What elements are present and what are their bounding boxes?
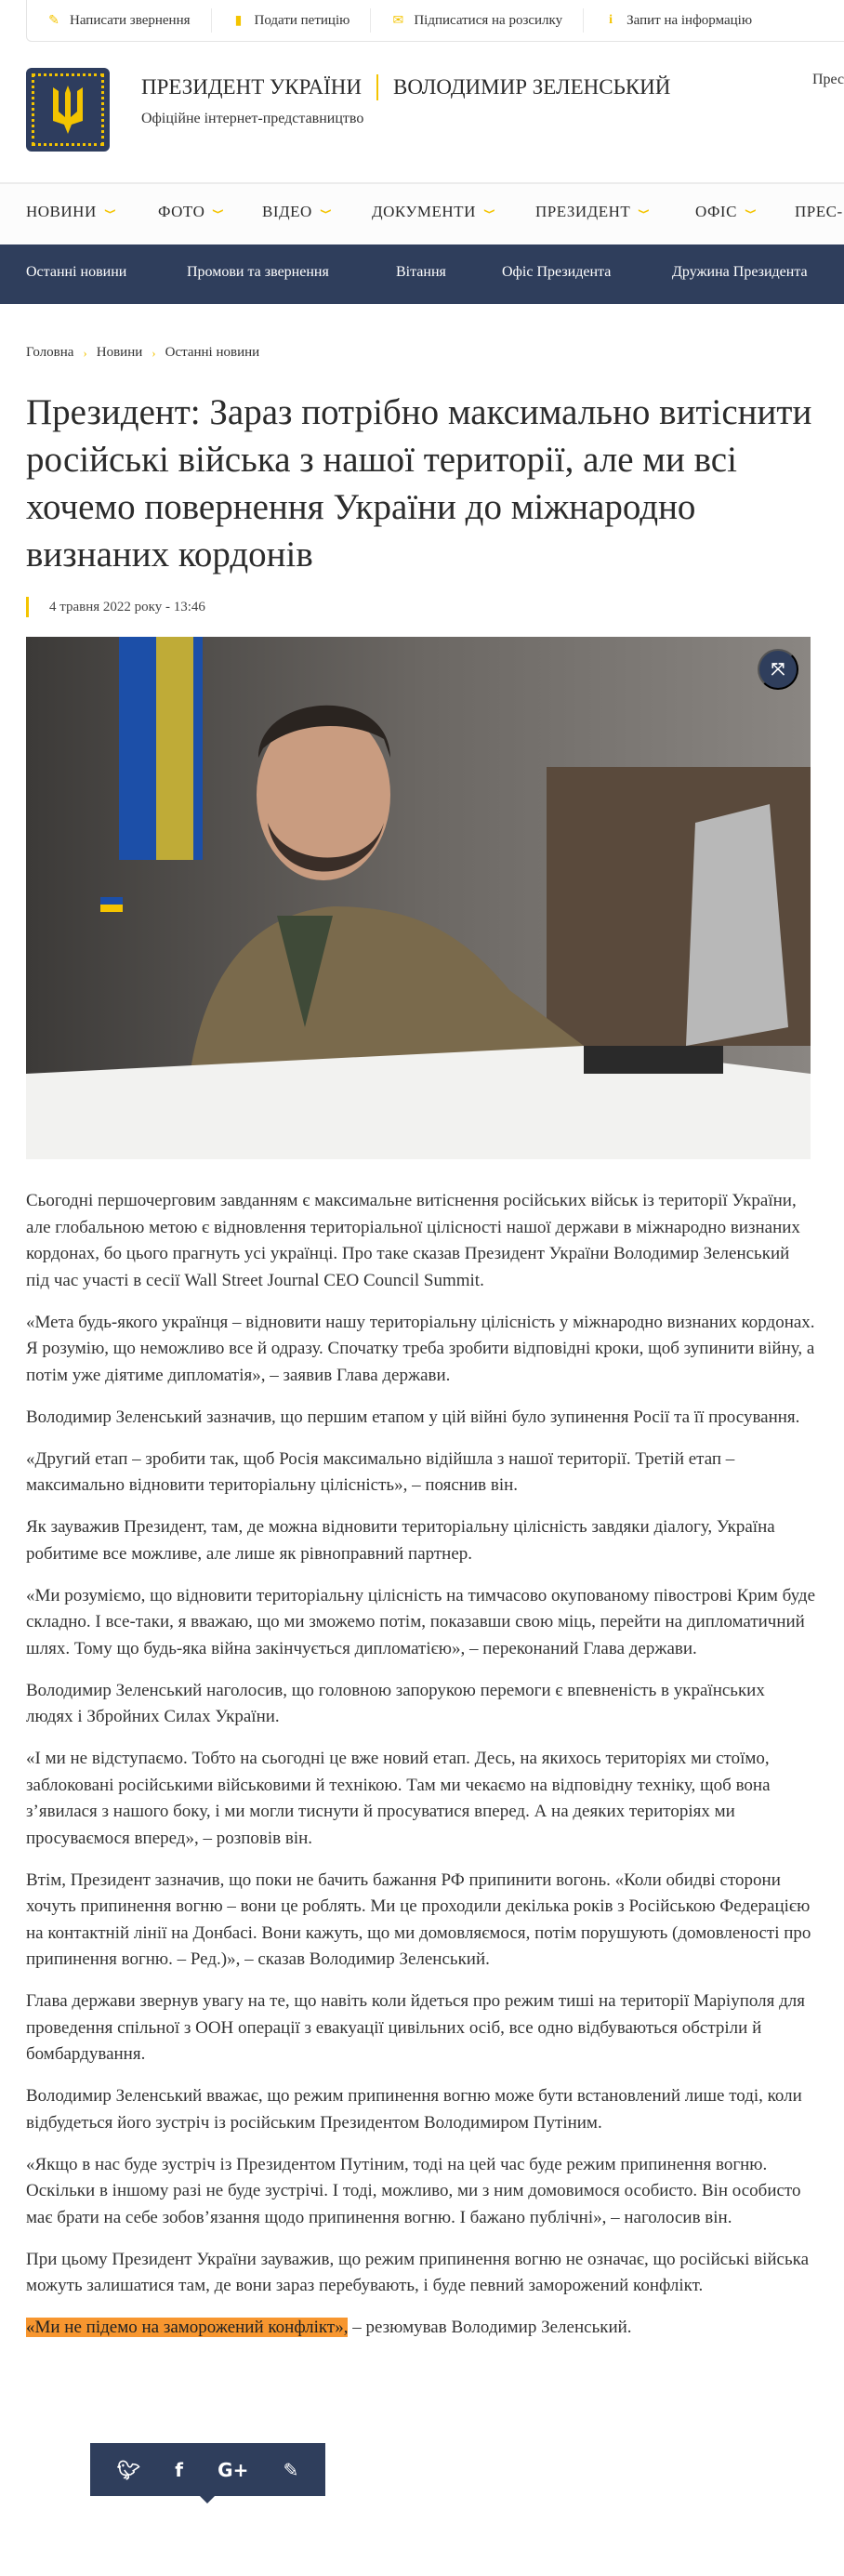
nav-photo[interactable] xyxy=(158,203,223,221)
document-icon: ▮ xyxy=(234,13,243,28)
paragraph: Володимир Зеленський наголосив, що головною запорукою перемоги є впевненість в українських людях і Збройних Силах України. xyxy=(26,1680,765,1726)
trident-icon xyxy=(32,73,104,146)
info-icon: i xyxy=(609,13,613,27)
fullscreen-button[interactable] xyxy=(758,649,798,690)
write-appeal-link[interactable] xyxy=(27,8,212,33)
nav-label: ПРЕС- xyxy=(795,203,843,220)
nav-label: НОВИНИ xyxy=(26,203,97,220)
breadcrumb-latest[interactable]: Останні новини xyxy=(165,345,260,360)
nav-press[interactable] xyxy=(795,203,843,221)
paragraph: Втім, Президент зазначив, що поки не бачить бажання РФ припинити вогонь. «Коли обидві сторони хочуть припинення вогню – вони це роблять. Ми це проходили декілька років з Російською Федерацією на контактній лінії на Донбасі. Вони кажуть, що ми домовляємося, потім порушують (домовленості про припинення вогню. – Ред.)», – сказав Володимир Зеленський. xyxy=(26,1869,811,1969)
paragraph: «Якщо в нас буде зустріч із Президентом Путіним, тоді на цей час буде режим припинення вогню. Оскільки в іншому разі не буде зустрічі. І тоді, можливо, ми з ним домовимося особисто. Він особисто має брати на себе зобов’язання щодо припинення вогню. І бажано публічні», – наголосив він. xyxy=(26,2154,801,2227)
article-title: Президент: Зараз потрібно максимально витіснити російські війська з нашої території, але ми всі хочемо повернення України до міжнародно визнаних кордонів xyxy=(26,392,812,575)
chevron-down-icon: ❯ xyxy=(320,208,332,215)
breadcrumb xyxy=(26,345,259,361)
nav-label: ВІДЕО xyxy=(262,203,312,220)
chevron-down-icon: ❯ xyxy=(212,208,224,215)
nav-video[interactable] xyxy=(262,203,330,221)
top-action-bar xyxy=(26,0,844,42)
breadcrumb-home[interactable]: Головна xyxy=(26,345,74,360)
chevron-right-icon: › xyxy=(152,345,156,360)
site-subtitle: Офіційне інтернет-представництво xyxy=(141,111,364,126)
expand-arrows-icon: ⤧ xyxy=(771,659,785,679)
pencil-icon[interactable]: ✎ xyxy=(283,2458,299,2481)
subscribe-link[interactable] xyxy=(371,8,584,33)
envelope-icon: ✉ xyxy=(392,13,404,28)
final-paragraph-rest: – резюмував Володимир Зеленський. xyxy=(348,2318,632,2337)
write-appeal-label: Написати звернення xyxy=(70,12,191,28)
site-logo[interactable] xyxy=(26,68,110,152)
submit-petition-label: Подати петицію xyxy=(254,12,350,28)
article-photo xyxy=(26,637,811,1159)
paragraph: Володимир Зеленський зазначив, що першим етапом у цій війні було зупинення Росії та її просування. xyxy=(26,1407,800,1427)
chevron-down-icon: ❯ xyxy=(483,208,495,215)
nav-label: ОФІС xyxy=(695,203,737,220)
breadcrumb-news[interactable]: Новини xyxy=(96,345,143,360)
press-link[interactable]: Прес xyxy=(812,72,844,87)
site-title xyxy=(141,74,670,100)
paragraph: Володимир Зеленський вважає, що режим припинення вогню може бути встановлений лише тоді, коли відбудеться його зустріч із російським Президентом Володимиром Путіним. xyxy=(26,2086,802,2133)
nav-label: ФОТО xyxy=(158,203,205,220)
subscribe-label: Підписатися на розсилку xyxy=(414,12,563,28)
chevron-down-icon: ❯ xyxy=(745,208,757,215)
paragraph: «І ми не відступаємо. Тобто на сьогодні це вже новий етап. Десь, на якихось територіях ми стоїмо, заблоковані російськими військовими й технікою. Там ми чекаємо на відповідну техніку, щоб вона з’явилася з нашого боку, і ми могли тиснути й просуватися вперед. А на деяких територіях ми просуваємося вперед», – розповів він. xyxy=(26,1749,771,1848)
paragraph: «Другий етап – зробити так, щоб Росія максимально відійшла з нашої території. Третій етап – максимально відновити територіальну цілісність», – пояснив він. xyxy=(26,1448,735,1495)
twitter-icon[interactable]: 🐦︎ xyxy=(116,2458,140,2481)
nav-office[interactable] xyxy=(695,203,756,221)
subnav-latest-news[interactable]: Останні новини xyxy=(26,264,127,280)
pencil-icon: ✎ xyxy=(48,13,59,28)
nav-label: ДОКУМЕНТИ xyxy=(372,203,476,220)
chevron-down-icon: ❯ xyxy=(104,208,116,215)
nav-news[interactable] xyxy=(26,203,114,221)
subnav-speeches[interactable]: Промови та звернення xyxy=(187,264,329,280)
site-title-right: ВОЛОДИМИР ЗЕЛЕНСЬКИЙ xyxy=(392,75,671,99)
paragraph: Як зауважив Президент, там, де можна відновити територіальну цілісність завдяки діалогу, Україна робитиме все можливе, але лише як рівноправний партнер. xyxy=(26,1517,775,1564)
chevron-down-icon: ❯ xyxy=(638,208,650,215)
paragraph: «Ми розуміємо, що відновити територіальну цілісність на тимчасово окупованому півострові Крим буде складно. І все-таки, я вважаю, що ми зможемо потім, показавши свою міць, перейти на дипломатичний шлях. Тому що будь-яка війна закінчується дипломатією», – переконаний Глава держави. xyxy=(26,1585,816,1658)
article-body xyxy=(26,1188,816,2357)
info-request-label: Запит на інформацію xyxy=(626,12,753,28)
subnav-greetings[interactable]: Вітання xyxy=(396,264,446,280)
facebook-icon[interactable]: f xyxy=(175,2458,183,2481)
site-title-left: ПРЕЗИДЕНТ УКРАЇНИ xyxy=(141,75,362,99)
photo-illustration xyxy=(26,637,811,1159)
chevron-right-icon: › xyxy=(83,345,87,360)
paragraph: Сьогодні першочерговим завданням є максимальне витіснення російських військ із території України, але глобальною метою є відновлення територіальної цілісності нашої держави в міжнародно визнаних кордонах, бо цього прагнуть усі українці. Про таке сказав Президент України Володимир Зеленський під час участі в сесії Wall Street Journal CEO Council Summit. xyxy=(26,1191,800,1290)
nav-label: ПРЕЗИДЕНТ xyxy=(535,203,631,220)
info-request-link[interactable] xyxy=(584,8,772,33)
share-selection-popup xyxy=(90,2443,325,2496)
final-paragraph xyxy=(26,2315,816,2342)
subnav-office[interactable]: Офіс Президента xyxy=(502,264,612,280)
nav-documents[interactable] xyxy=(372,203,495,221)
nav-president[interactable] xyxy=(535,203,649,221)
paragraph: «Мета будь-якого українця – відновити нашу територіальну цілісність у міжнародно визнаних кордонах. Я розумію, що неможливо все й одразу. Спочатку треба зробити відповідні кроки, щоб зупинити війну, а потім уже діятиме дипломатія», – заявив Глава держави. xyxy=(26,1312,815,1385)
article-date: 4 травня 2022 року - 13:46 xyxy=(26,597,205,617)
main-nav xyxy=(0,182,844,244)
submit-petition-link[interactable] xyxy=(212,8,372,33)
paragraph: Глава держави звернув увагу на те, що навіть коли йдеться про режим тиші на території Маріуполя для проведення спільної з ООН операції з евакуації цивільних осіб, все одно відбуваються обстріли й бомбардування. xyxy=(26,1991,805,2064)
title-divider xyxy=(376,74,378,100)
google-plus-icon[interactable]: G+ xyxy=(218,2458,249,2481)
paragraph: При цьому Президент України зауважив, що режим припинення вогню не означає, що російські війська можуть залишатися там, де вони зараз перебувають, і буде певний заморожений конфлікт. xyxy=(26,2249,810,2295)
selected-text-highlight[interactable]: «Ми не підемо на заморожений конфлікт», xyxy=(26,2318,349,2337)
sub-nav xyxy=(0,244,844,304)
subnav-first-lady[interactable]: Дружина Президента xyxy=(672,264,808,280)
